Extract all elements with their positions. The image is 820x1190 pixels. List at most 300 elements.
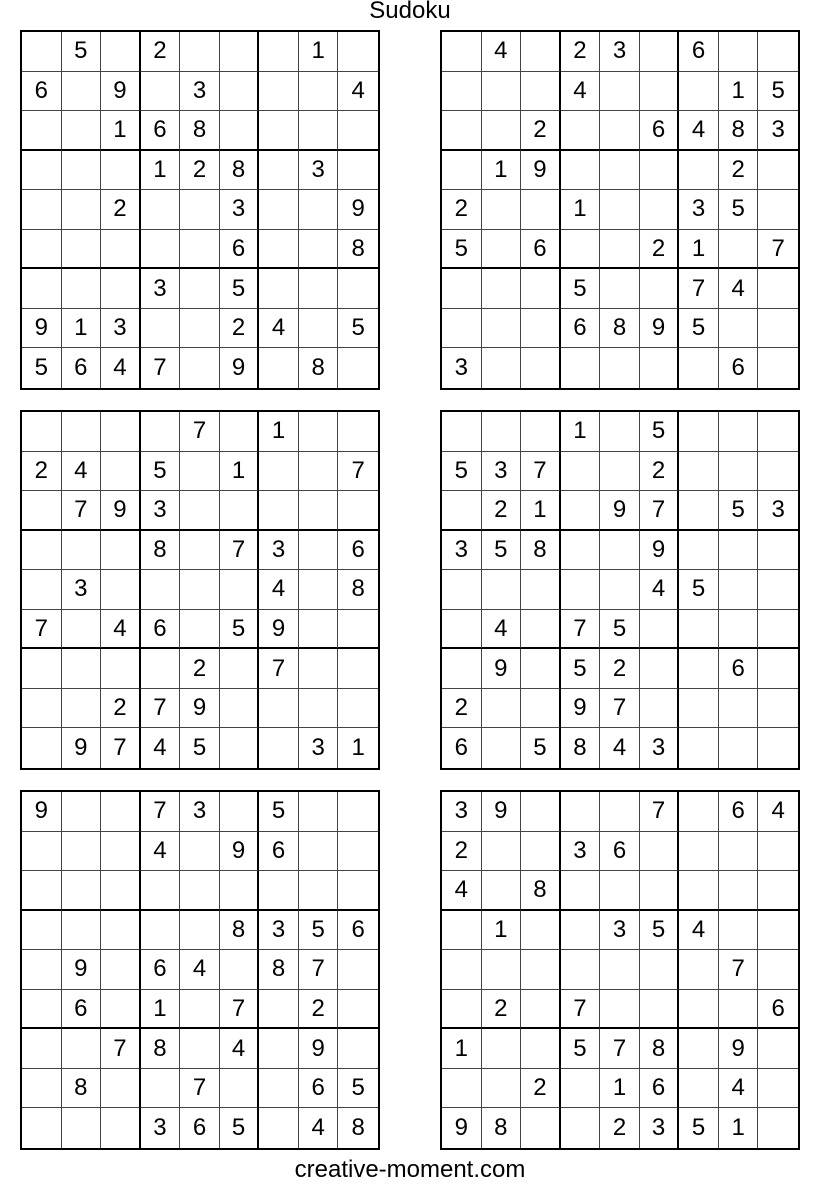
sudoku-cell: 2 [521,111,561,151]
sudoku-cell [758,151,798,191]
sudoku-cell: 8 [521,871,561,911]
sudoku-cell [679,1029,719,1069]
sudoku-cell [561,911,601,951]
sudoku-cell: 5 [561,649,601,689]
sudoku-cell [679,151,719,191]
sudoku-cell [521,309,561,349]
sudoku-cell [101,570,141,610]
sudoku-cell: 7 [180,412,220,452]
sudoku-cell [482,190,522,230]
sudoku-cell [640,269,680,309]
sudoku-cell [259,190,299,230]
sudoku-cell [640,610,680,650]
sudoku-cell [180,190,220,230]
sudoku-cell: 5 [640,412,680,452]
sudoku-cell: 4 [600,728,640,768]
sudoku-cell [338,689,378,729]
sudoku-cell [758,452,798,492]
sudoku-cell [220,1069,260,1109]
sudoku-cell [22,689,62,729]
sudoku-cell [220,570,260,610]
sudoku-cell [758,309,798,349]
sudoku-cell [719,452,759,492]
sudoku-cell: 7 [758,230,798,270]
sudoku-cell: 2 [442,689,482,729]
sudoku-cell: 5 [220,269,260,309]
sudoku-cell [220,72,260,112]
sudoku-cell [259,230,299,270]
sudoku-cell [22,491,62,531]
sudoku-cell [679,871,719,911]
sudoku-cell [338,871,378,911]
footer-site: creative-moment.com [294,1156,526,1183]
sudoku-cell: 1 [351,734,365,762]
sudoku-cell: 6 [141,610,181,650]
sudoku-cell [758,950,798,990]
sudoku-cell: 7 [141,792,181,832]
sudoku-cell [482,570,522,610]
sudoku-cell: 5 [141,452,181,492]
sudoku-cell [521,269,561,309]
sudoku-cell [758,689,798,729]
sudoku-cell [442,570,482,610]
sudoku-cell [600,348,640,388]
sudoku-cell [62,269,102,309]
sudoku-cell [719,871,759,911]
sudoku-cell [22,728,62,768]
sudoku-cell: 2 [220,309,260,349]
sudoku-cell [679,832,719,872]
sudoku-cell [180,911,220,951]
sudoku-cell [338,832,378,872]
sudoku-cell: 4 [719,269,759,309]
sudoku-cell [482,689,522,729]
sudoku-cell [22,1108,62,1148]
sudoku-cell: 5 [220,610,260,650]
sudoku-cell [600,871,640,911]
sudoku-cell: 5 [521,728,561,768]
sudoku-cell [561,348,601,388]
sudoku-cell: 2 [561,32,601,72]
sudoku-cell [521,950,561,990]
puzzle-2 [440,30,800,390]
sudoku-cell: 5 [561,1029,601,1069]
sudoku-cell: 4 [101,610,141,650]
sudoku-cell [299,111,339,151]
sudoku-cell: 8 [220,151,260,191]
sudoku-cell [180,1029,220,1069]
sudoku-cell [600,151,640,191]
sudoku-cell [600,72,640,112]
sudoku-cell: 1 [259,412,299,452]
sudoku-cell: 3 [758,491,798,531]
sudoku-cell: 2 [442,832,482,872]
sudoku-cell [259,269,299,309]
sudoku-cell: 5 [719,491,759,531]
sudoku-cell: 5 [679,1108,719,1148]
sudoku-cell [259,452,299,492]
sudoku-cell: 2 [101,190,141,230]
sudoku-cell [338,111,378,151]
sudoku-cell: 3 [180,792,220,832]
sudoku-cell [62,190,102,230]
sudoku-cell [679,728,719,768]
sudoku-cell [600,111,640,151]
sudoku-cell [679,72,719,112]
sudoku-cell: 9 [62,950,102,990]
sudoku-cell: 6 [758,990,798,1030]
sudoku-cell: 2 [482,990,522,1030]
sudoku-cell [101,452,141,492]
sudoku-cell: 2 [180,649,220,689]
sudoku-cell: 7 [22,610,62,650]
sudoku-cell [62,689,102,729]
sudoku-cell [259,871,299,911]
sudoku-cell [758,1029,798,1069]
sudoku-cell [180,531,220,571]
sudoku-cell [521,190,561,230]
sudoku-cell [22,990,62,1030]
sudoku-cell: 8 [482,1108,522,1148]
sudoku-cell: 4 [640,570,680,610]
sudoku-cell [22,412,62,452]
sudoku-cell [101,230,141,270]
sudoku-cell [640,832,680,872]
sudoku-cell [482,1029,522,1069]
sudoku-cell: 5 [679,309,719,349]
sudoku-cell [758,531,798,571]
sudoku-cell: 3 [141,1108,181,1148]
sudoku-cell: 3 [141,491,181,531]
sudoku-cell [220,728,260,768]
sudoku-cell [679,649,719,689]
sudoku-cell [482,728,522,768]
sudoku-cell [101,871,141,911]
sudoku-cell: 4 [220,1029,260,1069]
sudoku-cell: 5 [600,610,640,650]
sudoku-cell [101,950,141,990]
sudoku-cell [679,950,719,990]
sudoku-cell: 3 [640,1108,680,1148]
sudoku-cell [259,32,299,72]
sudoku-cell [299,531,339,571]
sudoku-cell [338,649,378,689]
sudoku-cell [561,950,601,990]
sudoku-cell [22,871,62,911]
sudoku-cell [521,689,561,729]
sudoku-cell [640,950,680,990]
sudoku-cell: 4 [338,72,378,112]
sudoku-cell [180,570,220,610]
sudoku-cell: 9 [719,1029,759,1069]
sudoku-cell: 1 [482,151,522,191]
sudoku-cell [521,1029,561,1069]
sudoku-cell [758,649,798,689]
sudoku-cell [141,309,181,349]
sudoku-cell [338,1029,378,1069]
sudoku-cell [758,32,798,72]
sudoku-cell [679,412,719,452]
puzzle-5 [20,790,380,1150]
sudoku-cell [561,491,601,531]
sudoku-cell: 7 [259,649,299,689]
sudoku-cell: 9 [101,72,141,112]
sudoku-cell [299,610,339,650]
sudoku-cell: 7 [719,950,759,990]
sudoku-cell: 9 [482,649,522,689]
sudoku-cell: 9 [62,728,102,768]
sudoku-cell: 8 [180,111,220,151]
sudoku-cell: 7 [101,1029,141,1069]
sudoku-cell [259,728,299,768]
sudoku-cell [338,950,378,990]
sudoku-cell [62,649,102,689]
sudoku-cell: 2 [180,151,220,191]
sudoku-cell [600,792,640,832]
sudoku-cell: 1 [62,309,102,349]
sudoku-cell [758,570,798,610]
sudoku-cell [62,610,102,650]
sudoku-cell [299,792,339,832]
sudoku-cell [640,348,680,388]
sudoku-cell [299,269,339,309]
sudoku-cell: 7 [600,1029,640,1069]
sudoku-cell [679,491,719,531]
sudoku-cell [521,911,561,951]
sudoku-cell [442,72,482,112]
sudoku-cell [719,32,759,72]
puzzle-4 [440,410,800,770]
sudoku-cell: 3 [259,911,299,951]
sudoku-cell [561,230,601,270]
puzzle-1 [20,30,380,390]
sudoku-cell [640,32,680,72]
sudoku-cell: 7 [220,531,260,571]
sudoku-cell [600,950,640,990]
sudoku-cell [679,348,719,388]
sudoku-cell: 6 [259,832,299,872]
sudoku-cell [101,792,141,832]
sudoku-cell [719,412,759,452]
sudoku-cell [259,689,299,729]
sudoku-cell: 3 [600,911,640,951]
sudoku-cell [101,269,141,309]
sudoku-cell [220,871,260,911]
sudoku-cell [442,309,482,349]
sudoku-cell [338,348,378,388]
sudoku-cell: 6 [22,72,62,112]
sudoku-cell: 7 [220,990,260,1030]
sudoku-cell: 1 [442,1029,482,1069]
sudoku-cell [600,412,640,452]
sudoku-cell: 8 [141,531,181,571]
sudoku-cell: 9 [101,491,141,531]
sudoku-cell [299,452,339,492]
sudoku-cell [220,950,260,990]
sudoku-cell [259,491,299,531]
sudoku-cell [442,151,482,191]
sudoku-cell: 1 [482,911,522,951]
sudoku-cell: 7 [338,452,378,492]
sudoku-cell: 5 [442,230,482,270]
sudoku-cell: 6 [62,348,102,388]
sudoku-cell [220,689,260,729]
sudoku-cell [561,452,601,492]
sudoku-cell [561,871,601,911]
sudoku-cell [141,871,181,911]
sudoku-cell: 3 [482,452,522,492]
sudoku-cell [22,832,62,872]
sudoku-cell: 5 [719,190,759,230]
sudoku-cell [141,190,181,230]
sudoku-cell [101,911,141,951]
sudoku-cell [220,649,260,689]
sudoku-cell [101,151,141,191]
sudoku-cell [141,911,181,951]
sudoku-cell: 8 [220,911,260,951]
sudoku-cell: 6 [220,230,260,270]
sudoku-cell [561,531,601,571]
sudoku-cell [521,412,561,452]
sudoku-cell: 2 [640,230,680,270]
sudoku-cell [482,309,522,349]
sudoku-cell [22,911,62,951]
sudoku-cell [561,1069,601,1109]
sudoku-cell [22,531,62,571]
sudoku-cell: 7 [600,689,640,729]
sudoku-cell [259,72,299,112]
sudoku-cell [141,570,181,610]
sudoku-cell [180,309,220,349]
sudoku-cell [719,990,759,1030]
sudoku-cell [679,1069,719,1109]
sudoku-cell: 6 [442,728,482,768]
sudoku-cell [62,871,102,911]
sudoku-cell: 6 [640,1069,680,1109]
sudoku-cell [338,412,378,452]
sudoku-cell: 1 [719,1108,759,1148]
sudoku-cell [482,871,522,911]
sudoku-cell [62,151,102,191]
sudoku-cell [220,111,260,151]
sudoku-cell [679,531,719,571]
sudoku-cell: 9 [180,689,220,729]
sudoku-cell [521,348,561,388]
sudoku-cell [62,72,102,112]
sudoku-cell: 1 [101,111,141,151]
sudoku-cell: 2 [640,452,680,492]
sudoku-cell [600,269,640,309]
sudoku-cell: 5 [679,570,719,610]
sudoku-cell [338,32,378,72]
sudoku-cell [442,32,482,72]
sudoku-cell [758,832,798,872]
sudoku-cell: 7 [679,269,719,309]
sudoku-cell [62,412,102,452]
sudoku-cell: 8 [299,348,339,388]
sudoku-cell [141,230,181,270]
sudoku-cell [180,452,220,492]
sudoku-cell: 9 [259,610,299,650]
sudoku-cell: 5 [482,531,522,571]
sudoku-cell [299,871,339,911]
sudoku-cell: 6 [299,1069,339,1109]
sudoku-cell [101,32,141,72]
sudoku-cell [442,610,482,650]
sudoku-cell: 2 [600,649,640,689]
sudoku-cell [758,190,798,230]
sudoku-cell [442,412,482,452]
sudoku-cell [640,990,680,1030]
sudoku-cell: 7 [640,792,680,832]
sudoku-cell [62,111,102,151]
sudoku-cell [62,832,102,872]
sudoku-cell [22,649,62,689]
sudoku-cell [180,610,220,650]
sudoku-cell [719,570,759,610]
sudoku-cell [600,990,640,1030]
sudoku-cell [259,111,299,151]
sudoku-cell: 3 [299,728,339,768]
sudoku-cell: 8 [640,1029,680,1069]
sudoku-cell: 4 [141,832,181,872]
sudoku-cell: 5 [640,911,680,951]
sudoku-cell [561,792,601,832]
page-title: Sudoku [369,0,451,24]
sudoku-cell: 9 [22,309,62,349]
sudoku-cell [600,230,640,270]
sudoku-cell [521,72,561,112]
sudoku-cell [220,792,260,832]
sudoku-cell [101,1108,141,1148]
sudoku-cell [141,1069,181,1109]
sudoku-cell: 9 [640,531,680,571]
sudoku-cell [180,32,220,72]
sudoku-cell [101,990,141,1030]
sudoku-cell [482,230,522,270]
sudoku-cell [442,990,482,1030]
sudoku-cell [22,950,62,990]
sudoku-cell: 2 [141,32,181,72]
sudoku-cell [600,190,640,230]
sudoku-cell: 3 [259,531,299,571]
sudoku-cell [679,990,719,1030]
sudoku-cell: 5 [338,1069,378,1109]
sudoku-cell [442,950,482,990]
sudoku-cell [259,990,299,1030]
sudoku-cell [180,269,220,309]
sudoku-cell [442,1069,482,1109]
sudoku-cell [338,990,378,1030]
sudoku-cell [719,728,759,768]
sudoku-cell: 2 [442,190,482,230]
sudoku-cell: 9 [220,348,260,388]
sudoku-cell [600,452,640,492]
sudoku-cell: 4 [62,452,102,492]
sudoku-cell [62,1029,102,1069]
sudoku-cell [679,610,719,650]
sudoku-cell: 3 [299,151,339,191]
sudoku-cell: 4 [679,111,719,151]
sudoku-cell: 6 [141,111,181,151]
sudoku-cell [719,911,759,951]
sudoku-cell [22,151,62,191]
sudoku-cell [299,832,339,872]
sudoku-cell [561,570,601,610]
sudoku-cell: 3 [180,72,220,112]
sudoku-cell: 8 [62,1069,102,1109]
sudoku-cell: 8 [600,309,640,349]
